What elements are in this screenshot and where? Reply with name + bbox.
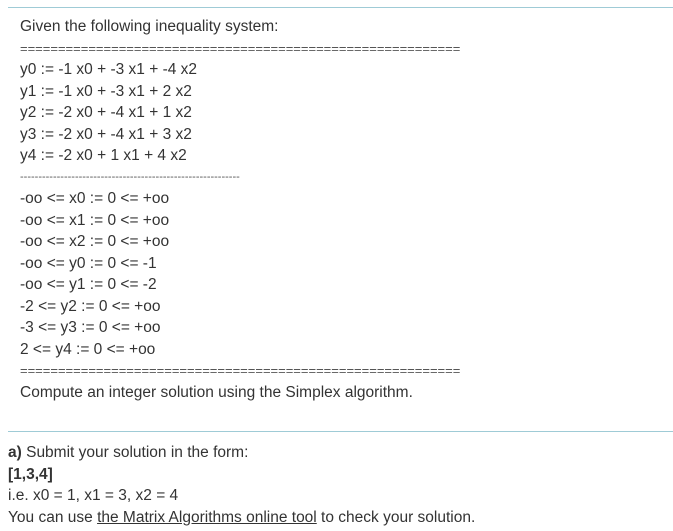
bound-y0: -oo <= y0 := 0 <= -1 <box>20 254 157 272</box>
solution-format-example: [1,3,4] <box>8 465 53 483</box>
task-a-heading <box>8 442 668 464</box>
bound-y4: 2 <= y4 := 0 <= +oo <box>20 340 156 358</box>
bound-x0: -oo <= x0 := 0 <= +oo <box>20 190 170 207</box>
problem-statement <box>20 16 660 403</box>
top-divider <box>8 7 673 8</box>
bound-y3: -3 <= y3 := 0 <= +oo <box>20 319 161 336</box>
matrix-algorithms-tool-link[interactable]: the Matrix Algorithms online tool <box>97 508 317 526</box>
bound-y1: -oo <= y1 := 0 <= -2 <box>20 276 157 293</box>
bound-x1: -oo <= x1 := 0 <= +oo <box>20 211 170 229</box>
equation-y0: y0 := -1 x0 + -3 x1 + -4 x2 <box>20 61 198 78</box>
task-a-label: a) <box>8 444 22 461</box>
separator-equals-bottom: ========================================================== <box>20 363 461 378</box>
bound-y2: -2 <= y2 := 0 <= +oo <box>20 297 161 315</box>
tool-hint-suffix: to check your solution. <box>316 508 476 526</box>
equation-y2: y2 := -2 x0 + -4 x1 + 1 x2 <box>20 104 192 121</box>
task-a-text: Submit your solution in the form: <box>21 444 249 461</box>
separator-dash: ------------------------------------------------------------ <box>20 170 240 183</box>
separator-equals-top: ========================================================== <box>20 40 461 56</box>
equation-y1: y1 := -1 x0 + -3 x1 + 2 x2 <box>20 82 192 100</box>
equation-y3: y3 := -2 x0 + -4 x1 + 3 x2 <box>20 125 192 143</box>
problem-intro: Given the following inequality system: <box>20 18 279 35</box>
section-divider <box>8 431 673 432</box>
tool-hint-prefix: You can use <box>8 508 98 526</box>
solution-format-explanation: i.e. x0 = 1, x1 = 3, x2 = 4 <box>8 487 179 504</box>
bound-x2: -oo <= x2 := 0 <= +oo <box>20 233 170 250</box>
equation-y4: y4 := -2 x0 + 1 x1 + 4 x2 <box>20 147 187 164</box>
problem-instruction: Compute an integer solution using the Simplex algorithm. <box>20 383 413 401</box>
tool-hint <box>8 507 668 529</box>
task-a <box>8 442 668 528</box>
